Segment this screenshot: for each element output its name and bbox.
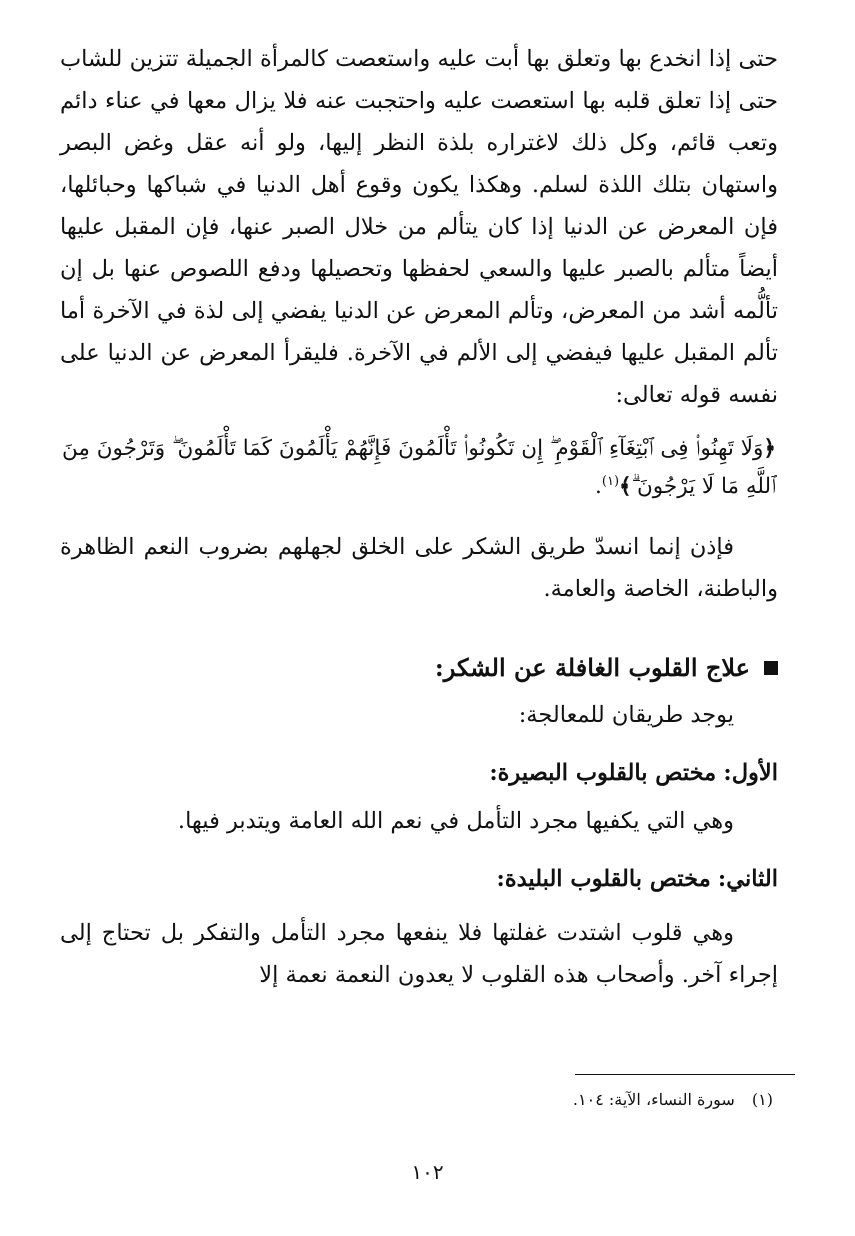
subheading-title: مختص بالقلوب البصيرة: [489,760,717,786]
footnote-divider [575,1074,795,1075]
verse-end-mark: . [595,474,602,499]
verse-close-bracket: ﴾ [619,474,632,499]
page-number: ١٠٢ [411,1160,444,1184]
footnote-marker[interactable]: (١) [601,473,620,489]
subheading-second [60,858,778,900]
footnote-text: سورة النساء، الآية: ١٠٤. [572,1090,735,1109]
quran-verse [60,430,778,506]
footnote-number: (١) [751,1090,773,1109]
verse-open-bracket: ﴿ [763,436,776,461]
subheading-label: الأول: [723,760,778,786]
paragraph: حتى إذا انخدع بها وتعلق بها أبت عليه واستعصت كالمرأة الجميلة تتزين للشاب حتى إذا تعلق قلبه بها استعصت عليه واحتجبت عنه فلا يزال معها في عناء دائم وتعب قائم، وكل ذلك لاغتراره بلذة النظر إليها، ولو أنه عقل وغض البصر واستهان بتلك اللذة لسلم. وهكذا يكون وقوع أهل الدنيا في شباكها وحبائلها، فإن المعرض عن الدنيا إذا كان يتألم من خلال الصبر عنها، فإن المقبل عليها أيضاً متألم بالصبر عليها والسعي لحفظها وتحصيلها ودفع اللصوص عنها بل إن تألُّمه أشد من المعرض، وتألم المعرض عن الدنيا يفضي إلى لذة في الآخرة أما تألم المقبل عليها فيفضي إلى الألم في الآخرة. فليقرأ المعرض عن الدنيا على نفسه قوله تعالى: [60,46,778,408]
page-body [60,38,778,996]
section-heading [60,648,778,688]
square-bullet-icon [764,661,778,675]
paragraph: فإذن إنما انسدّ طريق الشكر على الخلق لجهلهم بضروب النعم الظاهرة والباطنة، الخاصة والعامة. [60,534,778,602]
paragraph: وهي قلوب اشتدت غفلتها فلا ينفعها مجرد التأمل والتفكر بل تحتاج إلى إجراء آخر. وأصحاب هذه القلوب لا يعدون النعمة نعمة إلا [60,920,778,988]
first-method-text: وهي التي يكفيها مجرد التأمل في نعم الله العامة ويتدبر فيها. [177,808,734,834]
subheading-label: الثاني: [717,866,778,892]
subheading-first [60,752,778,794]
intro-line: يوجد طريقان للمعالجة: [518,702,734,728]
footnote [573,1086,773,1114]
verse-text: وَلَا تَهِنُوا۟ فِى ٱبْتِغَآءِ ٱلْقَوْمِ ۖ إِن تَكُونُوا۟ تَأْلَمُونَ فَإِنَّهُمْ يَأْلَمُونَ كَمَا تَأْلَمُونَ ۖ وَتَرْجُونَ مِنَ ٱللَّهِ مَا لَا يَرْجُونَ ۗ [62,436,776,499]
section-heading-text: علاج القلوب الغافلة عن الشكر: [434,653,750,682]
subheading-title: مختص بالقلوب البليدة: [496,866,711,892]
